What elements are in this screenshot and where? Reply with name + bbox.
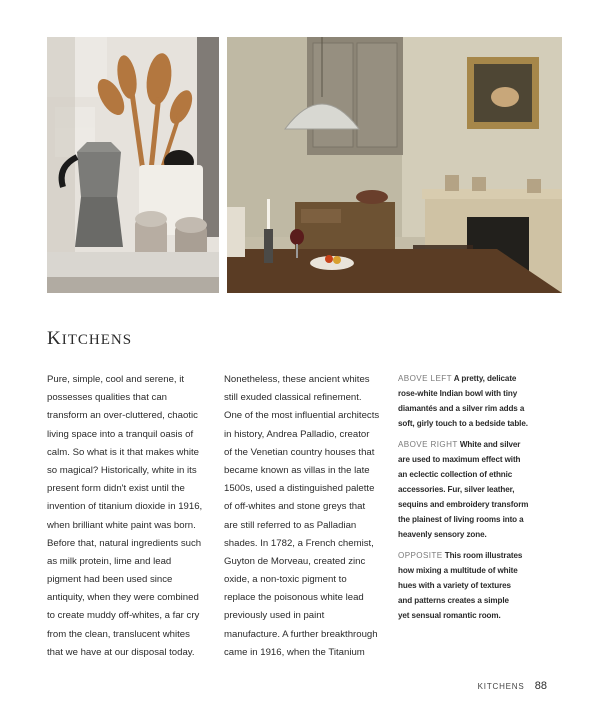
- caption-text: heavenly sensory zone.: [398, 530, 487, 539]
- caption-text: how mixing a multitude of white: [398, 566, 518, 575]
- caption-text: accessories. Fur, silver leather,: [398, 485, 515, 494]
- section-title-rest: ITCHENS: [61, 332, 133, 348]
- body-text-line: as milk protein, lime and lead: [47, 555, 172, 567]
- body-text-line: present form didn't exist until the: [47, 483, 185, 495]
- body-text-line: that we have at our disposal today.: [47, 646, 195, 658]
- caption-line: [398, 386, 563, 401]
- body-text-line: Guyton de Morveau, created zinc: [224, 555, 366, 567]
- caption-text: White and silver: [459, 440, 521, 449]
- body-text-line: so magical? Historically, white in its: [47, 464, 197, 476]
- caption-line: [398, 593, 563, 608]
- caption-line: [398, 401, 563, 416]
- body-column-1: [47, 371, 217, 662]
- caption-text: soft, girly touch to a bedside table.: [398, 419, 528, 428]
- caption-line: [398, 497, 563, 512]
- caption-text: hues with a variety of textures: [398, 581, 511, 590]
- caption-text: diamantés and a silver rim adds a: [398, 404, 525, 413]
- body-text-line: antiquity, when they were combined: [47, 592, 199, 604]
- body-text-line: Before that, natural ingredients such: [47, 537, 202, 549]
- caption-block: [398, 548, 563, 623]
- caption-line: [398, 608, 563, 623]
- body-text-line: are still referred to as Palladian: [224, 519, 357, 531]
- caption-label: ABOVE RIGHT: [398, 440, 458, 449]
- body-text-line: of the Venetian country houses that: [224, 446, 375, 458]
- caption-text: and patterns creates a simple: [398, 596, 509, 605]
- body-text-line: manufacture. A further breakthrough: [224, 628, 378, 640]
- caption-text: yet sensual romantic room.: [398, 611, 501, 620]
- caption-text: This room illustrates: [444, 551, 523, 560]
- body-text-line: transform an over-cluttered, chaotic: [47, 410, 198, 422]
- caption-line: [398, 452, 563, 467]
- page-number: 88: [534, 680, 547, 692]
- caption-block: [398, 371, 563, 431]
- body-text-line: previously used in paint: [224, 610, 325, 622]
- caption-label: ABOVE LEFT: [398, 374, 452, 383]
- body-text-line: Pure, simple, cool and serene, it: [47, 374, 185, 385]
- caption-line: [398, 467, 563, 482]
- body-text-line: Nonetheless, these ancient whites: [224, 374, 370, 385]
- body-text-line: living space into a tranquil oasis of: [47, 428, 194, 440]
- caption-text: are used to maximum effect with: [398, 455, 521, 464]
- body-text-line: calm. So what is it that makes white: [47, 446, 199, 458]
- body-text-line: became known as villas in the late: [224, 464, 370, 476]
- section-title-initial: K: [47, 328, 62, 349]
- caption-text: an eclectic collection of ethnic: [398, 470, 513, 479]
- section-title: [47, 328, 132, 350]
- caption-line: [398, 437, 563, 452]
- caption-line: [398, 371, 563, 386]
- captions: [398, 371, 563, 629]
- body-text-line: invention of titanium dioxide in 1916,: [47, 501, 203, 513]
- caption-line: [398, 527, 563, 542]
- body-text-line: shades. In 1782, a French chemist,: [224, 537, 374, 549]
- photo-kitchen-utensils: [47, 37, 219, 293]
- body-text-line: possesses qualities that can: [47, 392, 167, 404]
- page-footer: [478, 680, 547, 692]
- caption-line: [398, 563, 563, 578]
- body-text-line: One of the most influential architects: [224, 410, 380, 422]
- body-text-line: from the clean, translucent whites: [47, 628, 190, 640]
- body-text-line: when brilliant white paint was born.: [47, 519, 196, 531]
- caption-text: the plainest of living rooms into a: [398, 515, 524, 524]
- dining-room-illustration: [227, 37, 562, 293]
- running-footer-label: KITCHENS: [477, 682, 525, 691]
- caption-line: [398, 416, 563, 431]
- body-text-line: to create muddy off-whites, a far cry: [47, 610, 200, 622]
- body-text-line: in history, Andrea Palladio, creator: [224, 428, 370, 440]
- body-text-line: of off-whites and stone greys that: [224, 501, 366, 513]
- caption-line: [398, 512, 563, 527]
- body-text-line: came in 1916, when the Titanium: [224, 646, 365, 658]
- body-text-line: pigment had been used since: [47, 574, 173, 586]
- caption-text: A pretty, delicate: [453, 374, 517, 383]
- body-column-2: [224, 371, 394, 662]
- caption-line: [398, 482, 563, 497]
- caption-label: OPPOSITE: [398, 551, 443, 560]
- caption-line: [398, 548, 563, 563]
- body-text-line: replace the poisonous white lead: [224, 592, 364, 604]
- photo-dining-room: [227, 37, 562, 293]
- body-text-line: still exuded classical refinement.: [224, 392, 362, 404]
- caption-text: sequins and embroidery transform: [398, 500, 529, 509]
- body-text-line: 1500s, used a distinguished palette: [224, 483, 375, 495]
- caption-line: [398, 578, 563, 593]
- caption-text: rose-white Indian bowl with tiny: [398, 389, 518, 398]
- body-text-line: oxide, a non-toxic pigment to: [224, 574, 347, 586]
- caption-block: [398, 437, 563, 542]
- kitchen-utensils-illustration: [47, 37, 219, 293]
